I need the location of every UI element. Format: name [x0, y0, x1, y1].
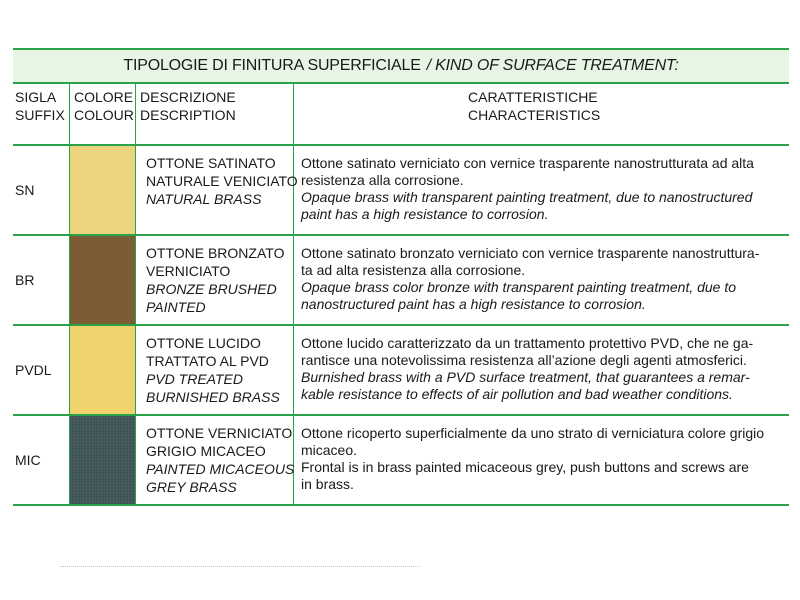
- characteristics-it: resistenza alla corrosione.: [301, 172, 464, 188]
- header-colore: [70, 84, 136, 146]
- description-cell: [136, 236, 294, 326]
- characteristics-it: Ottone satinato verniciato con vernice trasparente nanostrutturata ad alta: [301, 155, 754, 171]
- title-sub: / KIND OF SURFACE TREATMENT:: [426, 57, 679, 74]
- header-caratteristiche-en: CHARACTERISTICS: [468, 107, 601, 123]
- description-cell: [136, 146, 298, 236]
- colour-swatch: [70, 146, 135, 234]
- description-it: VERNICIATO: [146, 263, 231, 279]
- characteristics-it: micaceo.: [301, 442, 358, 458]
- description-en: PVD TREATED: [146, 371, 243, 387]
- description-cell: [136, 416, 294, 506]
- description-en: BURNISHED BRASS: [146, 389, 280, 405]
- table-grid: [13, 84, 789, 506]
- header-sigla: [13, 84, 70, 146]
- colour-cell: [70, 236, 136, 326]
- sigla-cell: [13, 326, 70, 416]
- description-it: OTTONE BRONZATO: [146, 245, 285, 261]
- characteristics-it: Frontal is in brass painted micaceous grey, push buttons and screws are: [301, 459, 749, 475]
- colour-swatch: [70, 416, 135, 504]
- description-it: TRATTATO AL PVD: [146, 353, 269, 369]
- header-descrizione: [136, 84, 294, 146]
- characteristics-it: Ottone satinato bronzato verniciato con vernice trasparente nanostruttura-: [301, 245, 760, 261]
- characteristics-cell: [294, 416, 789, 506]
- colour-cell: [70, 146, 136, 236]
- header-descrizione-en: DESCRIPTION: [140, 107, 236, 123]
- header-sigla-en: SUFFIX: [15, 107, 65, 123]
- header-colore-en: COLOUR: [74, 107, 134, 123]
- description-it: OTTONE SATINATO: [146, 155, 276, 171]
- header-sigla-it: SIGLA: [15, 89, 57, 105]
- characteristics-en: Opaque brass with transparent painting treatment, due to nanostructured: [301, 189, 753, 205]
- sigla-cell: [13, 416, 70, 506]
- characteristics-it: in brass.: [301, 476, 354, 492]
- colour-swatch: [70, 236, 135, 324]
- characteristics-en: Burnished brass with a PVD surface treatment, that guarantees a remar-: [301, 369, 750, 385]
- header-caratteristiche: [294, 84, 789, 146]
- characteristics-it: ta ad alta resistenza alla corrosione.: [301, 262, 526, 278]
- header-caratteristiche-it: CARATTERISTICHE: [468, 89, 598, 105]
- characteristics-en: Opaque brass color bronze with transparent painting treatment, due to: [301, 279, 737, 295]
- characteristics-it: Ottone ricoperto superficialmente da uno strato di verniciatura colore grigio: [301, 425, 765, 441]
- header-descrizione-it: DESCRIZIONE: [140, 89, 236, 105]
- characteristics-it: rantisce una notevolissima resistenza all’azione degli agenti atmosferici.: [301, 352, 747, 368]
- description-it: OTTONE VERNICIATO: [146, 425, 293, 441]
- sigla-cell: [13, 236, 70, 326]
- header-colore-it: COLORE: [74, 89, 134, 105]
- characteristics-cell: [294, 236, 789, 326]
- description-it: NATURALE VENICIATO: [146, 173, 298, 189]
- colour-cell: [70, 416, 136, 506]
- description-it: OTTONE LUCIDO: [146, 335, 261, 351]
- sigla-code: MIC: [15, 452, 41, 468]
- characteristics-it: Ottone lucido caratterizzato da un trattamento protettivo PVD, che ne ga-: [301, 335, 754, 351]
- sigla-cell: [13, 146, 70, 236]
- characteristics-en: kable resistance to effects of air pollution and bad weather conditions.: [301, 386, 733, 402]
- colour-swatch: [70, 326, 135, 414]
- sigla-code: PVDL: [15, 362, 52, 378]
- description-it: GRIGIO MICACEO: [146, 443, 266, 459]
- characteristics-cell: [294, 326, 789, 416]
- sigla-code: BR: [15, 272, 35, 288]
- description-en: NATURAL BRASS: [146, 191, 262, 207]
- footer-rule: [60, 566, 420, 568]
- characteristics-cell: [294, 146, 789, 236]
- table-title: [13, 50, 789, 84]
- description-en: GREY BRASS: [146, 479, 237, 495]
- characteristics-en: nanostructured paint has a high resistance to corrosion.: [301, 296, 646, 312]
- description-en: PAINTED: [146, 299, 206, 315]
- title-main: TIPOLOGIE DI FINITURA SUPERFICIALE: [123, 57, 421, 74]
- finish-table: [13, 48, 789, 506]
- description-cell: [136, 326, 294, 416]
- characteristics-en: paint has a high resistance to corrosion.: [301, 206, 549, 222]
- sigla-code: SN: [15, 182, 35, 198]
- description-en: PAINTED MICACEOUS: [146, 461, 295, 477]
- colour-cell: [70, 326, 136, 416]
- description-en: BRONZE BRUSHED: [146, 281, 277, 297]
